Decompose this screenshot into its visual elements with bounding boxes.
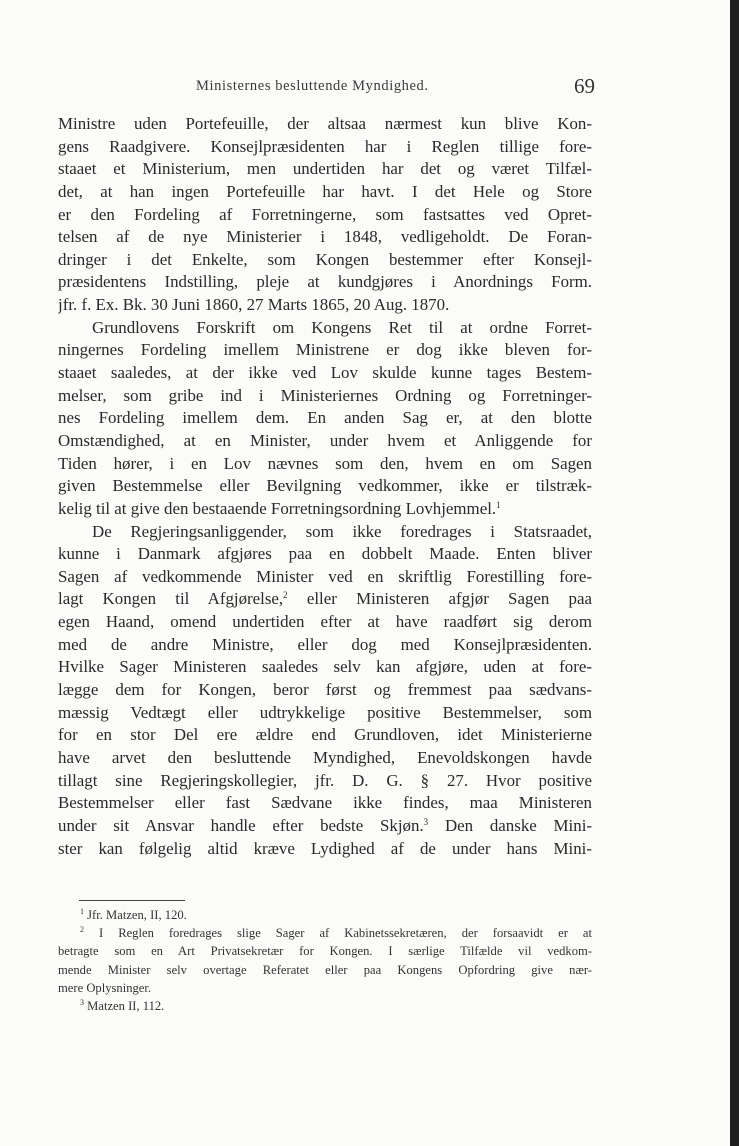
scan-dark-edge — [730, 0, 739, 1146]
footnote-text: Matzen II, 112. — [87, 998, 165, 1013]
footnote-reference: 2 — [283, 590, 288, 601]
text-line: egen Haand, omend undertiden efter at have raadført sig derom — [58, 612, 592, 632]
body-text — [58, 113, 592, 860]
footnote-line — [58, 924, 592, 942]
text-line: staaet et Ministerium, men undertiden har det og været Tilfæl- — [58, 159, 592, 179]
text-line: mæssig Vedtægt eller udtrykkelige positive Bestemmelser, som — [58, 702, 592, 722]
text-line: tillagt sine Regjeringskollegier, jfr. D. G. § 27. Hvor positive — [58, 770, 592, 790]
text-line: jfr. f. Ex. Bk. 30 Juni 1860, 27 Marts 1865, 20 Aug. 1870. — [58, 295, 450, 315]
footnote-reference: 3 — [423, 816, 429, 827]
footnote-marker: 1 — [80, 907, 84, 916]
text-line: præsidentens Indstilling, pleje at kundgjøres i Anordnings Form. — [58, 272, 592, 292]
text-line: Bestemmelser eller fast Sædvane ikke findes, maa Ministeren — [58, 793, 592, 813]
footnote-text: mende Minister selv overtage Referatet eller paa Kongens Opfordring give nær- — [58, 962, 592, 977]
footnote-line — [58, 979, 592, 997]
footnote-marker: 3 — [80, 997, 84, 1007]
text-line: staaet saaledes, at der ikke ved Lov skulde kunne tages Bestem- — [58, 363, 592, 383]
footnote-reference: 1 — [496, 499, 501, 510]
text-line: nes Fordeling imellem dem. En anden Sag er, at den blotte — [58, 408, 592, 428]
text-line: det, at han ingen Portefeuille har havt. I det Hele og Store — [58, 181, 592, 201]
text-line: melser, som gribe ind i Ministeriernes Ordning og Forretninger- — [58, 385, 592, 405]
footnote-line — [58, 906, 592, 924]
text-line: have arvet den besluttende Myndighed, Enevoldskongen havde — [58, 747, 592, 767]
footnote-text: Jfr. Matzen, II, 120. — [87, 908, 187, 922]
footnote-line — [58, 942, 592, 960]
footnote-text: mere Oplysninger. — [58, 980, 152, 995]
line-text-continued: Den danske Mini- — [428, 815, 592, 835]
text-line — [58, 498, 592, 521]
text-line: dringer i det Enkelte, som Kongen bestemmer efter Konsejl- — [58, 249, 592, 269]
text-line: kunne i Danmark afgjøres paa en dobbelt Maade. Enten bliver — [58, 544, 592, 564]
line-text: under sit Ansvar handle efter bedste Skjøn. — [58, 815, 424, 835]
page-number: 69 — [574, 74, 595, 98]
footnote-text: betragte som en Art Privatsekretær for Kongen. I særlige Tilfælde vil vedkom- — [58, 944, 592, 959]
text-line — [58, 815, 592, 838]
footnote-marker: 2 — [80, 925, 84, 935]
line-text: kelig til at give den bestaaende Forretningsordning Lovhjemmel. — [58, 498, 497, 518]
text-line: Ministre uden Portefeuille, der altsaa nærmest kun blive Kon- — [58, 114, 592, 133]
text-line: Hvilke Sager Ministeren saaledes selv kan afgjøre, uden at fore- — [58, 657, 592, 677]
text-line: De Regjeringsanliggender, som ikke foredrages i Statsraadet, — [92, 521, 592, 541]
footnote-line — [58, 961, 592, 979]
text-line: er den Fordeling af Forretningerne, som fastsattes ved Opret- — [58, 204, 592, 224]
text-line: Grundlovens Forskrift om Kongens Ret til at ordne Forret- — [92, 317, 592, 337]
text-line: Omstændighed, at en Minister, under hvem et Anliggende for — [58, 430, 592, 450]
text-line: for en stor Del ere ældre end Grundloven, idet Ministerierne — [58, 725, 592, 745]
footnote-line — [58, 997, 592, 1015]
footnote-divider — [79, 900, 185, 901]
text-line: lægge dem for Kongen, beror først og fremmest paa sædvans- — [58, 680, 592, 700]
text-line: ster kan følgelig altid kræve Lydighed af de under hans Mini- — [58, 838, 592, 858]
text-line: Tiden hører, i en Lov nævnes som den, hvem en om Sagen — [58, 453, 592, 473]
text-line: gens Raadgivere. Konsejlpræsidenten har i Reglen tillige fore- — [58, 136, 592, 156]
running-title: Ministernes besluttende Myndighed. — [196, 78, 429, 94]
line-text-continued: eller Ministeren afgjør Sagen paa — [287, 589, 592, 609]
text-line: telsen af de nye Ministerier i 1848, vedligeholdt. De Foran- — [58, 227, 592, 247]
footnote-text: I Reglen foredrages slige Sager af Kabinetssekretæren, der forsaavidt er at — [99, 926, 592, 941]
footnotes — [58, 906, 592, 1015]
line-text: lagt Kongen til Afgjørelse, — [58, 589, 284, 609]
page-header — [0, 76, 739, 98]
text-line — [58, 588, 592, 611]
text-line: med de andre Ministre, eller dog med Konsejlpræsidenten. — [58, 634, 592, 654]
text-line: Sagen af vedkommende Minister ved en skriftlig Forestilling fore- — [58, 566, 592, 586]
text-line: ningernes Fordeling imellem Ministrene er dog ikke bleven for- — [58, 340, 592, 360]
text-line: given Bestemmelse eller Bevilgning vedkommer, ikke er tilstræk- — [58, 476, 592, 496]
